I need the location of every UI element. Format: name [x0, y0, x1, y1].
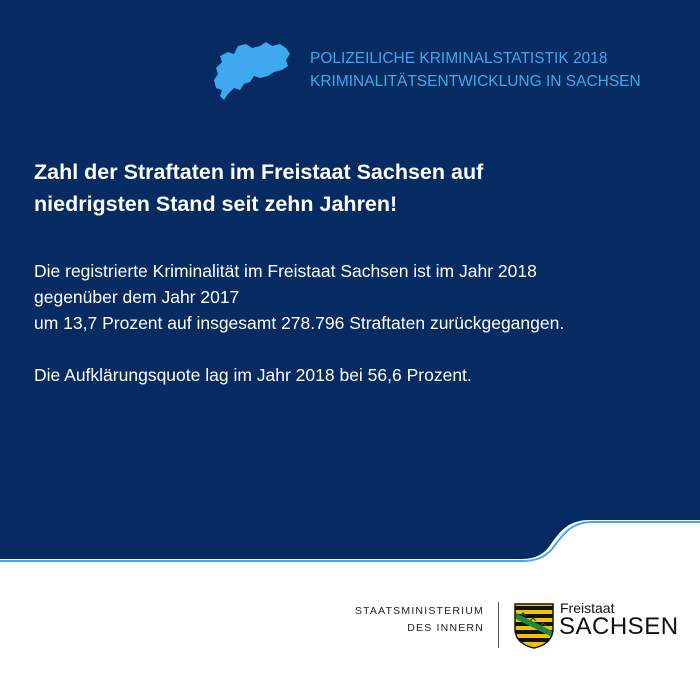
- saxony-coat-of-arms-icon: [514, 603, 554, 649]
- body-line-4: Die Aufklärungsquote lag im Jahr 2018 bei 56,6 Prozent.: [34, 365, 472, 385]
- header-title: [310, 47, 690, 93]
- saxony-map-icon: [210, 40, 292, 102]
- headline-line-1: Zahl der Straftaten im Freistaat Sachsen auf: [34, 160, 484, 184]
- header-line-2: KRIMINALITÄTSENTWICKLUNG IN SACHSEN: [310, 73, 641, 90]
- body-line-2: gegenüber dem Jahr 2017: [34, 287, 240, 307]
- body-line-1: Die registrierte Kriminalität im Freistaat Sachsen ist im Jahr 2018: [34, 261, 537, 281]
- paragraph-spacer: [34, 336, 684, 362]
- footer-divider: [498, 602, 499, 648]
- header-line-1: POLIZEILICHE KRIMINALSTATISTIK 2018: [310, 50, 608, 67]
- brand-freistaat: Freistaat: [560, 600, 615, 616]
- ministry-line-2: DES INNERN: [407, 622, 484, 634]
- body-text: [34, 258, 684, 388]
- headline: [34, 156, 664, 220]
- ministry-line-1: STAATSMINISTERIUM: [354, 605, 484, 617]
- headline-line-2: niedrigsten Stand seit zehn Jahren!: [34, 192, 398, 216]
- ministry-name: [330, 603, 484, 637]
- brand-sachsen: SACHSEN: [559, 613, 679, 640]
- body-line-3: um 13,7 Prozent auf insgesamt 278.796 Straftaten zurückgegangen.: [34, 313, 565, 333]
